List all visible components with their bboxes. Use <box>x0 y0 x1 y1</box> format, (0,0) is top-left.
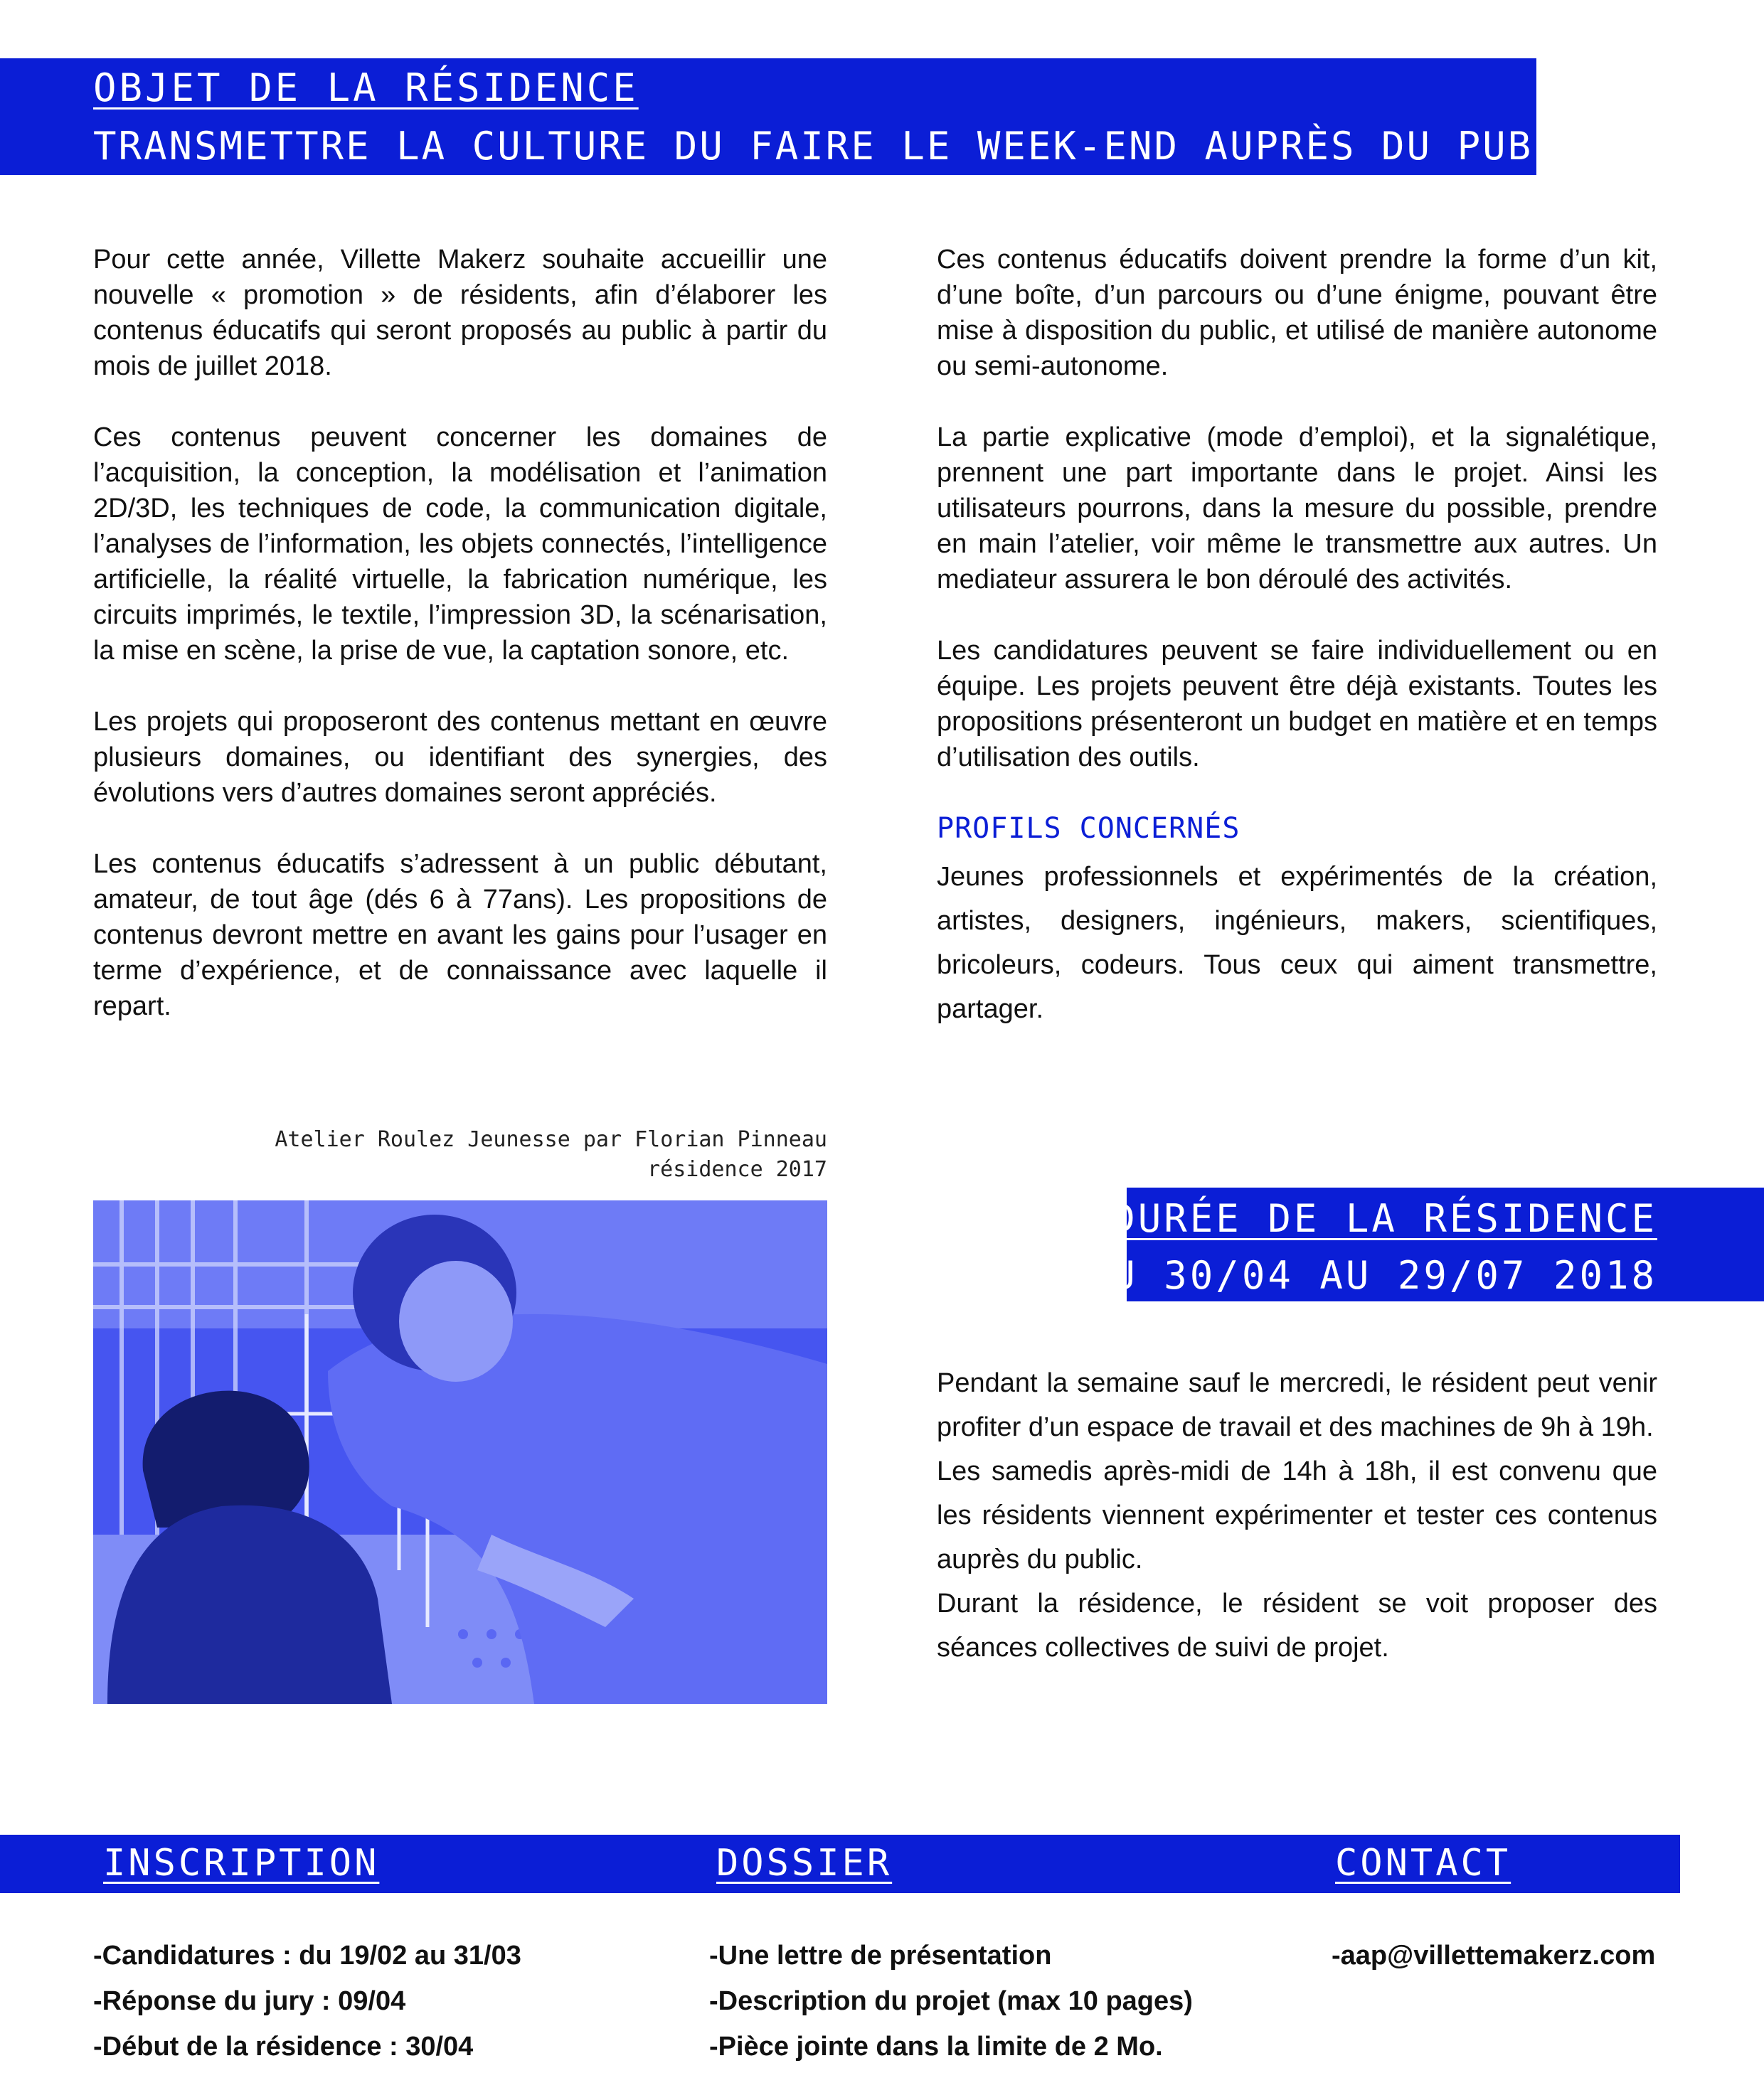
list-item: -Candidatures : du 19/02 au 31/03 <box>93 1941 521 1971</box>
dossier-list <box>709 1933 1193 2069</box>
paragraph: Ces contenus peuvent concerner les domaines de l’acquisition, la conception, la modélisation et l’animation 2D/3D, les techniques de code, la communication digitale, l’analyses de l’information, les objets connectés, l’intelligence artificielle, la réalité virtuelle, la fabrication numérique, les circuits imprimés, le textile, l’impression 3D, la scénarisation, la mise en scène, la prise de vue, la captation sonore, etc. <box>93 422 827 666</box>
inscription-title: INSCRIPTION <box>103 1842 380 1885</box>
workshop-photo-image <box>93 1200 827 1704</box>
caption-line-2: résidence 2017 <box>647 1157 827 1182</box>
duree-line-3: Durant la résidence, le résident se voit proposer des séances collectives de suivi de projet. <box>937 1589 1657 1663</box>
right-text-column <box>937 242 1657 1031</box>
paragraph: Les projets qui proposeront des contenus mettant en œuvre plusieurs domaines, ou identifiant des synergies, des évolutions vers d’autres domaines seront appréciés. <box>93 707 827 808</box>
profils-text: Jeunes professionnels et expérimentés de la création, artistes, designers, ingénieurs, makers, scientifiques, bricoleurs, codeurs. Tous ceux qui aiment transmettre, partager. <box>937 862 1657 1024</box>
workshop-photo <box>93 1200 827 1704</box>
duree-title: DURÉE DE LA RÉSIDENCE <box>1112 1196 1657 1241</box>
dossier-title: DOSSIER <box>716 1842 893 1885</box>
contact-list <box>1332 1933 1655 1978</box>
inscription-list <box>93 1933 521 2069</box>
paragraph: Les candidatures peuvent se faire individuellement ou en équipe. Les projets peuvent être déjà existants. Toutes les propositions présenteront un budget en matière et en temps d’utilisation des outils. <box>937 636 1657 772</box>
list-item: -Pièce jointe dans la limite de 2 Mo. <box>709 2032 1163 2062</box>
paragraph: Les contenus éducatifs s’adressent à un public débutant, amateur, de tout âge (dés 6 à 77ans). Les propositions de contenus devront mettre en avant les gains pour l’usager en terme d’expérience, et de connaissance avec laquelle il repart. <box>93 849 827 1021</box>
paragraph: Pour cette année, Villette Makerz souhaite accueillir une nouvelle « promotion » de résidents, afin d’élaborer les contenus éducatifs qui seront proposés au public à partir du mois de juillet 2018. <box>93 245 827 381</box>
duree-dates: DU 30/04 AU 29/07 2018 <box>1085 1253 1657 1298</box>
objet-subtitle: TRANSMETTRE LA CULTURE DU FAIRE LE WEEK-END AUPRÈS DU PUBLIC <box>93 124 1609 169</box>
photo-caption <box>93 1125 827 1185</box>
duree-header-band <box>1085 1188 1764 1301</box>
objet-header-band <box>0 58 1609 175</box>
contact-email[interactable]: -aap@villettemakerz.com <box>1332 1941 1656 1971</box>
footer-band <box>0 1835 1680 1893</box>
profils-title: PROFILS CONCERNÉS <box>937 812 1240 845</box>
list-item: -Description du projet (max 10 pages) <box>709 1986 1193 2016</box>
duree-line-2: Les samedis après-midi de 14h à 18h, il est convenu que les résidents viennent expérimenter et tester ces contenus auprès du public. <box>937 1456 1657 1574</box>
caption-line-1: Atelier Roulez Jeunesse par Florian Pinneau <box>275 1127 827 1152</box>
list-item: -Réponse du jury : 09/04 <box>93 1986 406 2016</box>
list-item: -Une lettre de présentation <box>709 1941 1052 1971</box>
left-text-column <box>93 242 827 1024</box>
paragraph: La partie explicative (mode d’emploi), et la signalétique, prennent une part importante dans le projet. Ainsi les utilisateurs pourrons, dans la mesure du possible, prendre en main l’atelier, voir même le transmettre aux autres. Un mediateur assurera le bon déroulé des activités. <box>937 422 1657 595</box>
duree-line-1: Pendant la semaine sauf le mercredi, le résident peut venir profiter d’un espace de travail et des machines de 9h à 19h. <box>937 1368 1657 1442</box>
contact-title: CONTACT <box>1335 1842 1511 1885</box>
paragraph: Ces contenus éducatifs doivent prendre la forme d’un kit, d’une boîte, d’un parcours ou d’une énigme, pouvant être mise à disposition du public, et utilisé de manière autonome ou semi-autonome. <box>937 245 1657 381</box>
list-item: -Début de la résidence : 30/04 <box>93 2032 474 2062</box>
objet-title: OBJET DE LA RÉSIDENCE <box>93 65 639 110</box>
duree-text <box>937 1361 1657 1670</box>
